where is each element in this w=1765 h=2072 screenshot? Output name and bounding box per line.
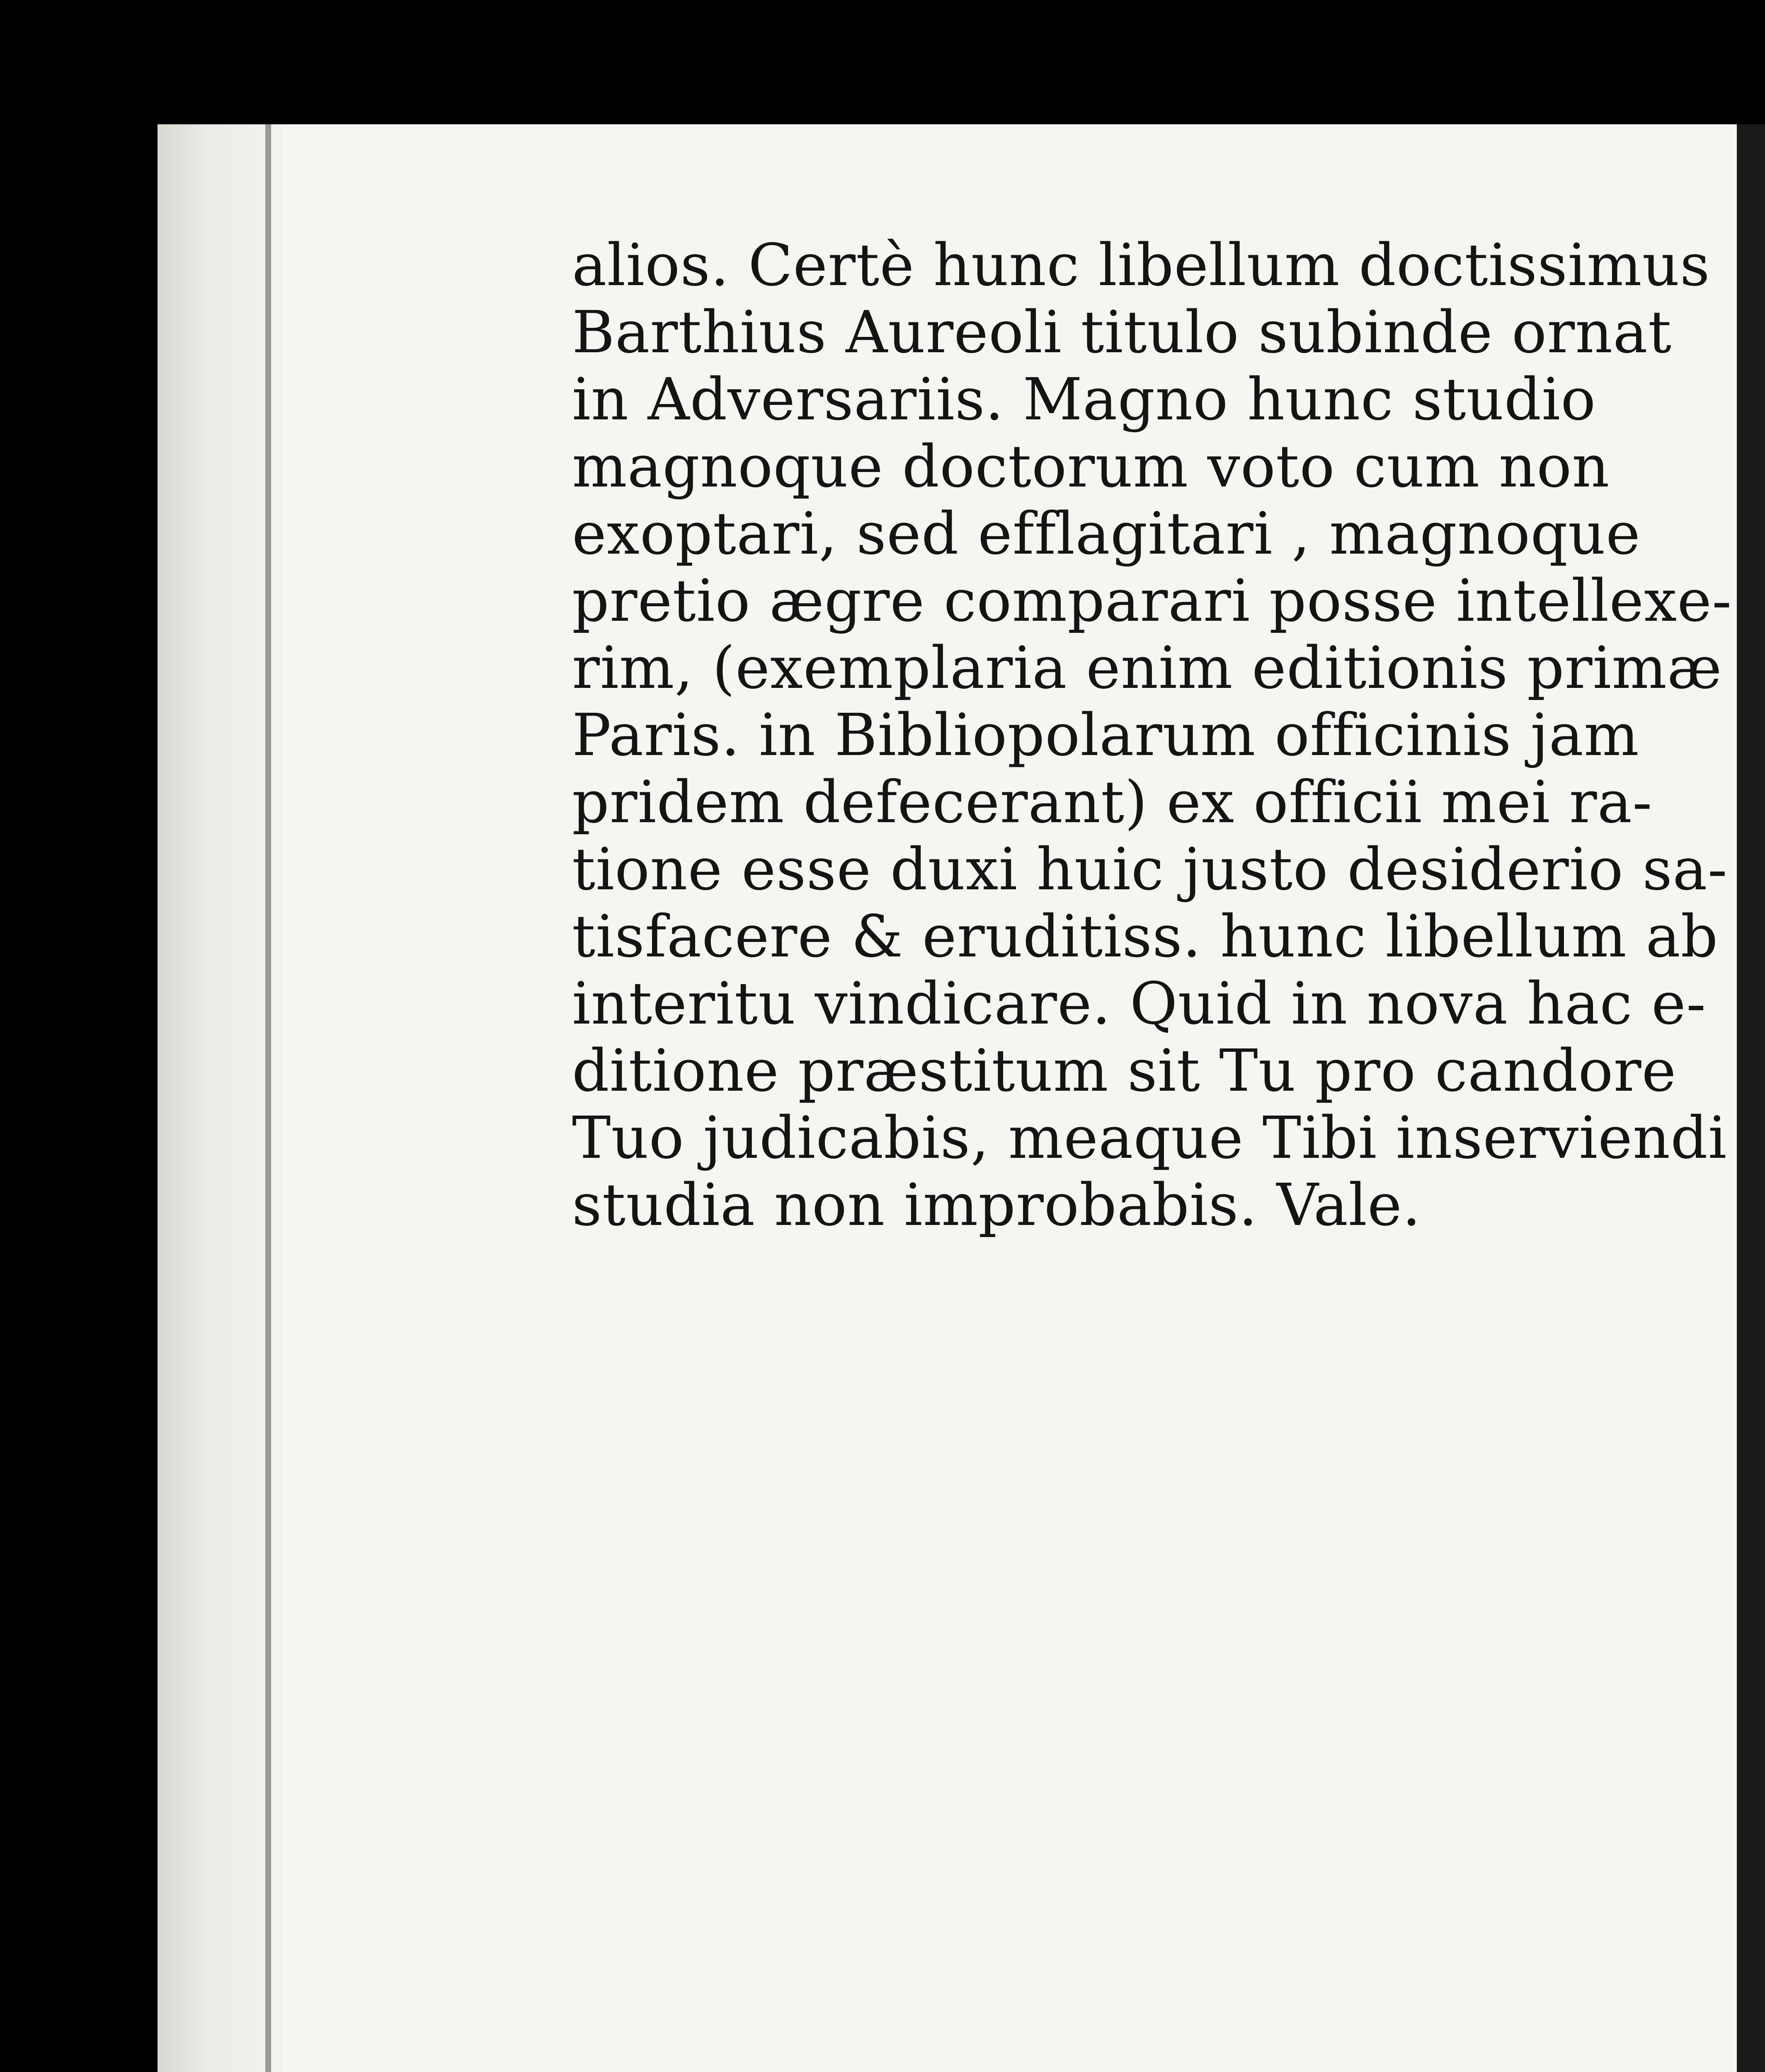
page-gutter (158, 124, 282, 2072)
text-line: magnoque doctorum voto cum non (572, 433, 1610, 501)
text-line: Paris. in Bibliopolarum officinis jam (572, 702, 1639, 769)
text-line: Barthius Aureoli titulo subinde ornat (572, 299, 1672, 366)
text-line: rim, (exemplaria enim editionis primæ (572, 634, 1722, 702)
text-line: studia non improbabis. Vale. (572, 1172, 1421, 1239)
text-line: pretio ægre comparari posse intellexe- (572, 567, 1732, 635)
text-line: in Adversariis. Magno hunc studio (572, 366, 1596, 433)
text-line: exoptari, sed efflagitari , magnoque (572, 500, 1641, 568)
facing-page-edge (1737, 124, 1765, 2072)
text-line: tisfacere & eruditiss. hunc libellum ab (572, 903, 1719, 971)
text-line: ditione præstitum sit Tu pro candore (572, 1037, 1677, 1105)
text-line: tione esse duxi huic justo desiderio sa- (572, 836, 1728, 903)
text-line: alios. Certè hunc libellum doctissimus (572, 232, 1710, 299)
text-line: Tuo judicabis, meaque Tibi inserviendi (572, 1104, 1727, 1172)
text-line: pridem defecerant) ex officii mei ra- (572, 769, 1653, 836)
binding-edge (265, 124, 271, 2072)
text-line: interitu vindicare. Quid in nova hac e- (572, 970, 1707, 1038)
body-text (572, 232, 1733, 1239)
